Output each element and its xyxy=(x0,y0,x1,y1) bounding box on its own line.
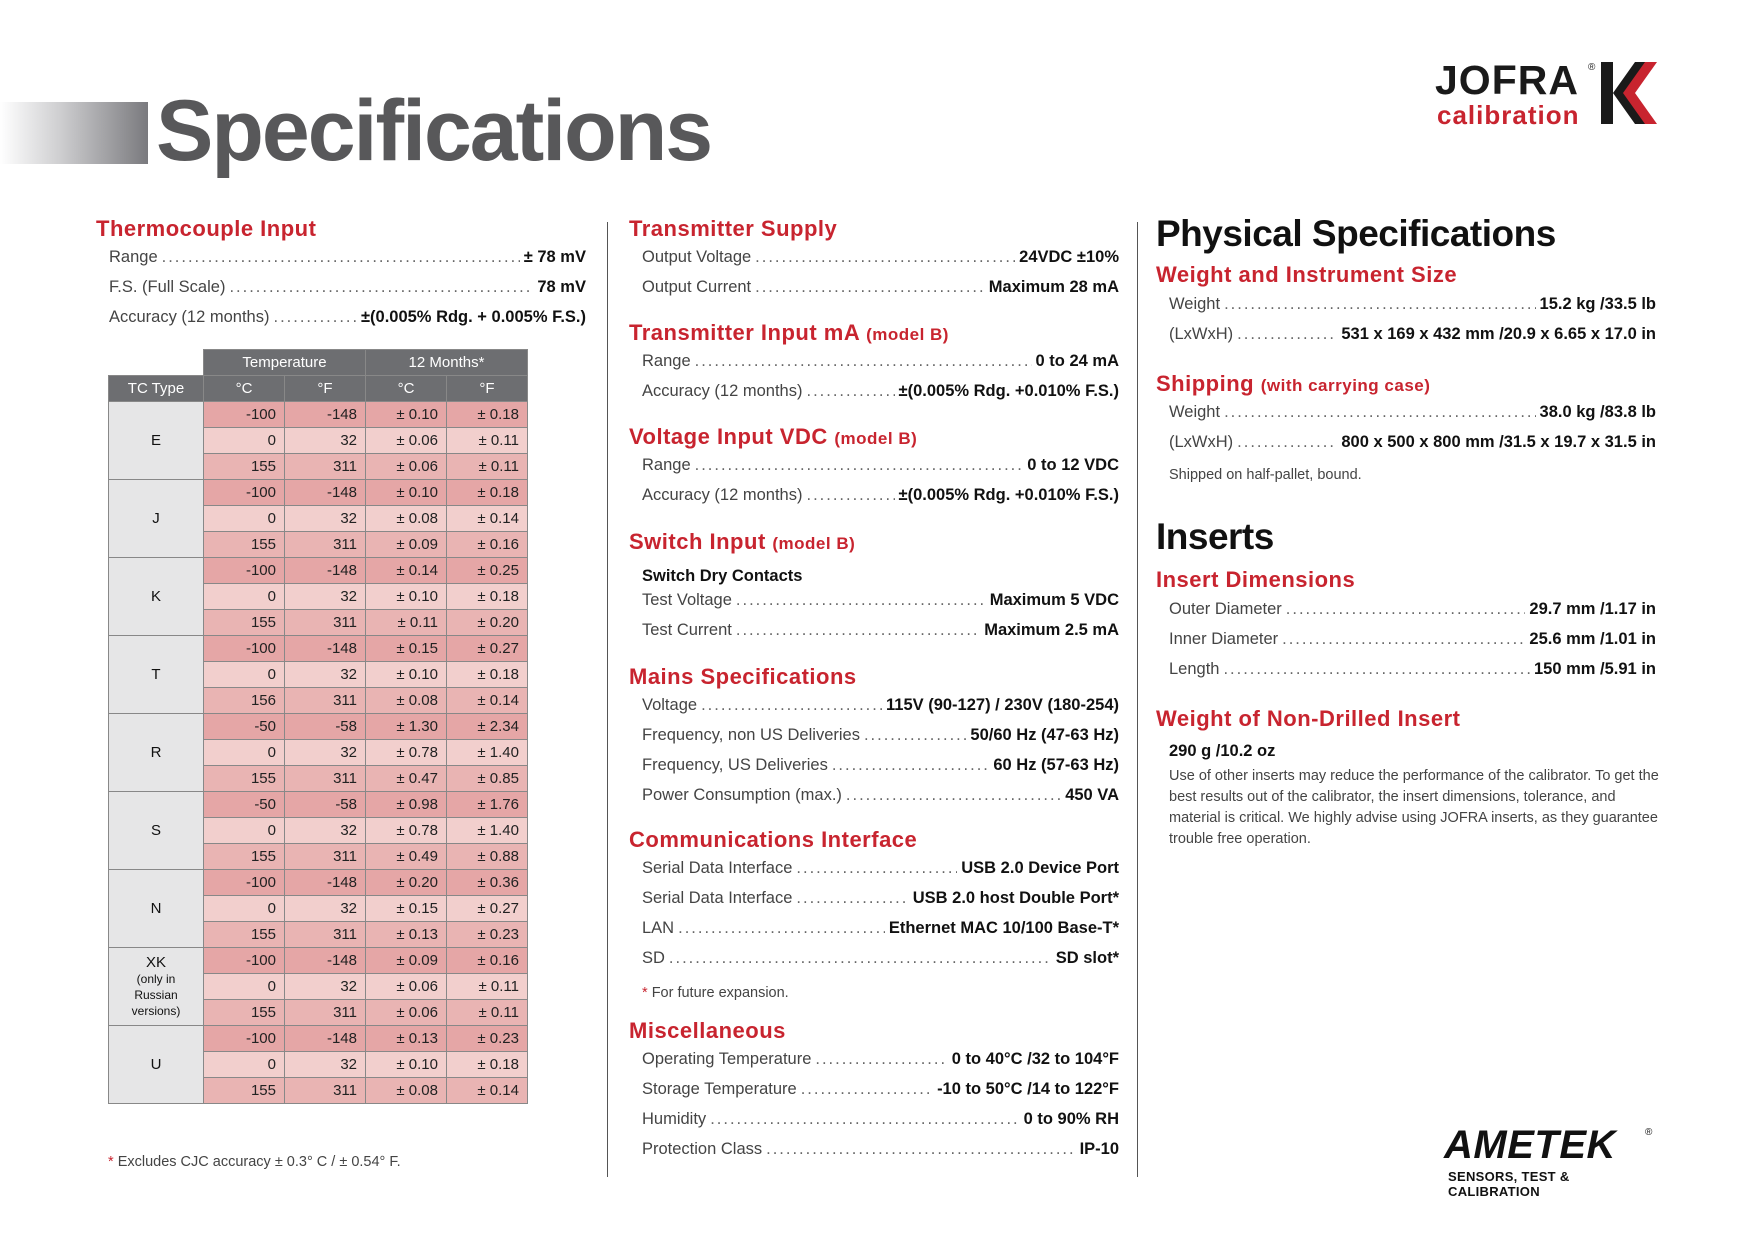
table-row xyxy=(109,714,528,740)
spec-row xyxy=(642,1080,1119,1110)
table-cell: -100 xyxy=(204,870,285,896)
tc-type-subtitle: (only in Russian versions) xyxy=(131,971,181,1019)
spec-label: Range xyxy=(642,456,691,475)
spec-label: Voltage xyxy=(642,696,698,715)
spec-label: Protection Class xyxy=(642,1140,763,1159)
table-cell: ± 0.18 xyxy=(447,402,528,428)
spec-row xyxy=(642,486,1119,516)
table-cell: ± 2.34 xyxy=(447,714,528,740)
ametek-tagline: SENSORS, TEST & CALIBRATION xyxy=(1448,1169,1570,1199)
table-cell: 155 xyxy=(204,922,285,948)
unit-header: °C xyxy=(204,376,285,402)
table-cell: ± 0.18 xyxy=(447,1052,528,1078)
table-cell: 32 xyxy=(285,428,366,454)
spec-label: (LxWxH) xyxy=(1169,433,1234,452)
table-cell: ± 0.23 xyxy=(447,1026,528,1052)
spec-row xyxy=(1169,295,1656,325)
spec-value: Ethernet MAC 10/100 Base-T* xyxy=(888,919,1119,938)
table-cell: -100 xyxy=(204,402,285,428)
table-cell: ± 0.06 xyxy=(366,428,447,454)
ametek-logo xyxy=(1420,1123,1665,1199)
spec-label: Range xyxy=(109,248,158,267)
table-cell: ± 0.11 xyxy=(366,610,447,636)
jofra-logo xyxy=(1425,57,1660,132)
table-cell: ± 1.76 xyxy=(447,792,528,818)
title-accent-bar xyxy=(0,102,148,164)
spec-value: 15.2 kg /33.5 lb xyxy=(1539,294,1656,313)
transmitter-input-heading: Transmitter Input mA xyxy=(629,320,860,345)
spec-row xyxy=(109,278,586,308)
table-cell: -100 xyxy=(204,948,285,974)
table-cell: -100 xyxy=(204,480,285,506)
table-cell: ± 0.10 xyxy=(366,662,447,688)
table-cell: ± 0.14 xyxy=(447,1078,528,1104)
table-footnote: * Excludes CJC accuracy ± 0.3° C / ± 0.54° F. xyxy=(108,1154,401,1170)
switch-dry-contacts: Switch Dry Contacts xyxy=(642,567,803,586)
shipping-heading: Shipping xyxy=(1156,370,1255,396)
table-cell: ± 0.15 xyxy=(366,636,447,662)
table-cell: ± 0.06 xyxy=(366,1000,447,1026)
table-cell: 155 xyxy=(204,454,285,480)
tc-type-cell: XK (only in Russian versions) xyxy=(109,948,204,1026)
table-cell: ± 0.06 xyxy=(366,454,447,480)
table-cell: -148 xyxy=(285,480,366,506)
spec-row xyxy=(1169,433,1656,463)
table-cell: -50 xyxy=(204,714,285,740)
table-cell: -148 xyxy=(285,948,366,974)
spec-label: Power Consumption (max.) xyxy=(642,786,842,805)
table-cell: 32 xyxy=(285,1052,366,1078)
jofra-calibration-text: calibration xyxy=(1437,100,1580,130)
table-cell: ± 0.06 xyxy=(366,974,447,1000)
table-cell: ± 0.11 xyxy=(447,1000,528,1026)
spec-value: 800 x 500 x 800 mm /31.5 x 19.7 x 31.5 in xyxy=(1341,433,1656,452)
table-cell: ± 0.16 xyxy=(447,948,528,974)
table-cell: 0 xyxy=(204,896,285,922)
tc-type-cell: S xyxy=(109,792,204,870)
table-cell: 32 xyxy=(285,740,366,766)
spec-row xyxy=(642,278,1119,308)
spec-label: Accuracy (12 months) xyxy=(109,308,270,327)
spec-value: Maximum 5 VDC xyxy=(989,591,1119,610)
spec-label: (LxWxH) xyxy=(1169,324,1234,343)
table-cell: 155 xyxy=(204,844,285,870)
table-cell: ± 0.18 xyxy=(447,662,528,688)
spec-row xyxy=(642,1050,1119,1080)
table-cell: 32 xyxy=(285,896,366,922)
table-cell: 0 xyxy=(204,662,285,688)
table-cell: ± 0.18 xyxy=(447,480,528,506)
table-cell: 311 xyxy=(285,454,366,480)
table-cell: ± 0.10 xyxy=(366,480,447,506)
tc-accuracy-table xyxy=(108,349,528,1104)
miscellaneous-heading: Miscellaneous xyxy=(629,1018,786,1043)
shipping-qualifier: (with carrying case) xyxy=(1260,375,1431,395)
weight-size-heading: Weight and Instrument Size xyxy=(1156,262,1458,288)
spec-label: Weight xyxy=(1169,403,1221,422)
tc-type-cell: K xyxy=(109,558,204,636)
table-cell: 155 xyxy=(204,1078,285,1104)
unit-header: °F xyxy=(447,376,528,402)
jofra-k-mark-icon xyxy=(1601,60,1659,126)
table-cell: 0 xyxy=(204,584,285,610)
spec-value: SD slot* xyxy=(1055,949,1119,968)
table-cell: 311 xyxy=(285,844,366,870)
table-cell: 0 xyxy=(204,428,285,454)
spec-value: ± 78 mV xyxy=(523,248,586,267)
non-drilled-heading: Weight of Non-Drilled Insert xyxy=(1156,705,1461,731)
spec-value: 531 x 169 x 432 mm /20.9 x 6.65 x 17.0 in xyxy=(1341,324,1656,343)
spec-value: ±(0.005% Rdg. +0.010% F.S.) xyxy=(898,486,1119,505)
tc-type-cell: J xyxy=(109,480,204,558)
spec-value: 115V (90-127) / 230V (180-254) xyxy=(886,696,1119,715)
spec-row xyxy=(642,949,1119,979)
communications-heading: Communications Interface xyxy=(629,827,918,852)
table-cell: ± 0.20 xyxy=(447,610,528,636)
spec-label: Length xyxy=(1169,659,1220,678)
table-row xyxy=(109,948,528,974)
jofra-wordmark: JOFRA xyxy=(1435,57,1579,103)
spec-value: ±(0.005% Rdg. + 0.005% F.S.) xyxy=(360,308,586,327)
table-cell: 32 xyxy=(285,506,366,532)
table-row xyxy=(109,402,528,428)
table-cell: ± 0.49 xyxy=(366,844,447,870)
tc-type-header: TC Type xyxy=(109,376,204,402)
table-cell: ± 0.20 xyxy=(366,870,447,896)
miscellaneous-section xyxy=(629,1018,1119,1170)
table-cell: -148 xyxy=(285,636,366,662)
spec-row xyxy=(642,382,1119,412)
table-cell: ± 0.23 xyxy=(447,922,528,948)
spec-label: F.S. (Full Scale) xyxy=(109,278,226,297)
spec-value: IP-10 xyxy=(1079,1140,1119,1159)
voltage-input-section xyxy=(629,424,1119,516)
table-cell: ± 1.40 xyxy=(447,740,528,766)
table-cell: -148 xyxy=(285,1026,366,1052)
spec-value: 0 to 90% RH xyxy=(1023,1110,1119,1129)
column-divider-1 xyxy=(607,222,608,1177)
table-cell: 0 xyxy=(204,506,285,532)
future-expansion-note: * For future expansion. xyxy=(642,985,789,1002)
table-row xyxy=(109,870,528,896)
unit-header: °F xyxy=(285,376,366,402)
mains-heading: Mains Specifications xyxy=(629,664,857,689)
footnote-text: Excludes CJC accuracy ± 0.3° C / ± 0.54° F. xyxy=(117,1154,401,1170)
spec-row xyxy=(642,696,1119,726)
spec-label: Accuracy (12 months) xyxy=(642,486,803,505)
table-cell: 32 xyxy=(285,818,366,844)
spec-label: Serial Data Interface xyxy=(642,859,793,878)
spec-value: 150 mm /5.91 in xyxy=(1534,659,1656,678)
insert-advisory-note: Use of other inserts may reduce the performance of the calibrator. To get the best results out of the calibrator, the insert dimensions, tolerance, and material is critical. We highly advise using JOFRA inserts, as they guarantee trouble free operation. xyxy=(1169,768,1659,848)
spec-row xyxy=(642,786,1119,816)
table-cell: ± 0.09 xyxy=(366,948,447,974)
table-cell: ± 0.16 xyxy=(447,532,528,558)
spec-row xyxy=(642,591,1119,621)
table-cell: ± 0.11 xyxy=(447,454,528,480)
table-cell: 311 xyxy=(285,610,366,636)
table-cell: 32 xyxy=(285,662,366,688)
table-cell: ± 0.10 xyxy=(366,584,447,610)
thermocouple-input-heading: Thermocouple Input xyxy=(96,216,317,241)
spec-value: 78 mV xyxy=(537,278,586,297)
transmitter-input-section xyxy=(629,320,1119,412)
inserts-section xyxy=(1156,515,1659,850)
table-cell: -148 xyxy=(285,558,366,584)
table-cell: ± 0.08 xyxy=(366,506,447,532)
table-cell: ± 0.11 xyxy=(447,428,528,454)
voltage-input-heading: Voltage Input VDC xyxy=(629,424,828,449)
transmitter-supply-heading: Transmitter Supply xyxy=(629,216,838,241)
table-cell: ± 0.88 xyxy=(447,844,528,870)
table-cell: -100 xyxy=(204,558,285,584)
spec-label: Range xyxy=(642,352,691,371)
table-cell: -58 xyxy=(285,792,366,818)
spec-row xyxy=(642,726,1119,756)
table-cell: ± 0.14 xyxy=(366,558,447,584)
spec-label: Outer Diameter xyxy=(1169,599,1282,618)
table-cell: -58 xyxy=(285,714,366,740)
spec-value: Maximum 2.5 mA xyxy=(984,621,1119,640)
jofra-registered: ® xyxy=(1588,62,1596,73)
table-cell: ± 0.15 xyxy=(366,896,447,922)
table-cell: 155 xyxy=(204,1000,285,1026)
table-cell: -50 xyxy=(204,792,285,818)
spec-value: 0 to 12 VDC xyxy=(1027,456,1119,475)
table-cell: 155 xyxy=(204,766,285,792)
table-cell: ± 0.13 xyxy=(366,922,447,948)
table-row xyxy=(109,1026,528,1052)
shipping-note: Shipped on half-pallet, bound. xyxy=(1169,467,1362,484)
spec-label: Storage Temperature xyxy=(642,1080,797,1099)
table-cell: ± 0.11 xyxy=(447,974,528,1000)
column-divider-2 xyxy=(1137,222,1138,1177)
inserts-title: Inserts xyxy=(1156,516,1274,557)
spec-row xyxy=(109,248,586,278)
unit-header: °C xyxy=(366,376,447,402)
table-cell: ± 0.27 xyxy=(447,896,528,922)
spec-row xyxy=(1169,660,1656,690)
spec-value: 25.6 mm /1.01 in xyxy=(1529,629,1656,648)
spec-label: Operating Temperature xyxy=(642,1050,812,1069)
page-title: Specifications xyxy=(156,83,712,179)
ametek-registered: ® xyxy=(1645,1127,1653,1138)
spec-label: SD xyxy=(642,949,665,968)
spec-row xyxy=(642,621,1119,651)
table-row xyxy=(109,480,528,506)
table-cell: ± 0.10 xyxy=(366,1052,447,1078)
table-cell: ± 0.98 xyxy=(366,792,447,818)
table-row xyxy=(109,636,528,662)
spec-label: Output Voltage xyxy=(642,248,752,267)
table-cell: ± 0.10 xyxy=(366,402,447,428)
spec-value: USB 2.0 host Double Port* xyxy=(912,889,1119,908)
table-cell: 311 xyxy=(285,532,366,558)
table-cell: 311 xyxy=(285,766,366,792)
table-cell: 155 xyxy=(204,610,285,636)
table-cell: ± 0.14 xyxy=(447,506,528,532)
switch-input-heading: Switch Input xyxy=(629,529,766,554)
non-drilled-weight: 290 g /10.2 oz xyxy=(1169,742,1276,761)
spec-label: Frequency, non US Deliveries xyxy=(642,726,860,745)
tc-type-cell: U xyxy=(109,1026,204,1104)
table-cell: 311 xyxy=(285,922,366,948)
model-qualifier: (model B) xyxy=(834,429,918,448)
spec-label: LAN xyxy=(642,919,675,938)
group-header-12-months: 12 Months* xyxy=(366,350,528,376)
model-qualifier: (model B) xyxy=(866,325,949,344)
table-row xyxy=(109,792,528,818)
mains-section xyxy=(629,664,1119,816)
table-cell: ± 0.27 xyxy=(447,636,528,662)
spec-value: 50/60 Hz (47-63 Hz) xyxy=(970,726,1119,745)
table-cell: ± 0.25 xyxy=(447,558,528,584)
switch-input-section xyxy=(629,529,1119,651)
spec-row xyxy=(642,352,1119,382)
ametek-wordmark: AMETEK xyxy=(1444,1123,1616,1167)
table-cell: ± 0.18 xyxy=(447,584,528,610)
spec-label: Serial Data Interface xyxy=(642,889,793,908)
tc-type-cell: T xyxy=(109,636,204,714)
model-qualifier: (model B) xyxy=(772,534,856,553)
spec-row xyxy=(1169,403,1656,433)
spec-row xyxy=(1169,600,1656,630)
tc-table-body xyxy=(109,402,528,1104)
group-header-temperature: Temperature xyxy=(204,350,366,376)
table-cell: ± 0.08 xyxy=(366,688,447,714)
insert-dimensions-heading: Insert Dimensions xyxy=(1156,567,1356,593)
table-cell: ± 0.36 xyxy=(447,870,528,896)
table-row xyxy=(109,558,528,584)
spec-value: 60 Hz (57-63 Hz) xyxy=(993,756,1119,775)
table-cell: -148 xyxy=(285,870,366,896)
table-cell: 311 xyxy=(285,688,366,714)
table-cell: 0 xyxy=(204,818,285,844)
table-cell: ± 0.47 xyxy=(366,766,447,792)
communications-section xyxy=(629,827,1119,1004)
tc-type-cell: R xyxy=(109,714,204,792)
spec-row xyxy=(109,308,586,338)
table-cell: 0 xyxy=(204,740,285,766)
table-cell: ± 0.09 xyxy=(366,532,447,558)
spec-row xyxy=(642,1110,1119,1140)
table-cell: 0 xyxy=(204,1052,285,1078)
spec-value: 0 to 40°C /32 to 104°F xyxy=(951,1050,1119,1069)
spec-label: Accuracy (12 months) xyxy=(642,382,803,401)
tc-type-cell: E xyxy=(109,402,204,480)
spec-value: USB 2.0 Device Port xyxy=(961,859,1119,878)
spec-row xyxy=(1169,630,1656,660)
spec-value: 450 VA xyxy=(1065,786,1119,805)
tc-type-cell: N xyxy=(109,870,204,948)
table-cell: ± 1.30 xyxy=(366,714,447,740)
spec-row xyxy=(1169,325,1656,355)
table-cell: -100 xyxy=(204,636,285,662)
table-cell: ± 0.08 xyxy=(366,1078,447,1104)
spec-value: 38.0 kg /83.8 lb xyxy=(1539,403,1656,422)
physical-specifications-title: Physical Specifications xyxy=(1156,213,1556,254)
spec-value: 0 to 24 mA xyxy=(1035,352,1119,371)
physical-specifications-section xyxy=(1156,212,1656,486)
table-cell: 32 xyxy=(285,584,366,610)
table-cell: ± 0.78 xyxy=(366,818,447,844)
spec-label: Test Voltage xyxy=(642,591,732,610)
spec-value: 29.7 mm /1.17 in xyxy=(1529,599,1656,618)
spec-label: Output Current xyxy=(642,278,752,297)
spec-value: 24VDC ±10% xyxy=(1019,248,1119,267)
table-cell: 155 xyxy=(204,532,285,558)
spec-value: ±(0.005% Rdg. +0.010% F.S.) xyxy=(898,382,1119,401)
spec-label: Weight xyxy=(1169,294,1221,313)
spec-row xyxy=(642,1140,1119,1170)
spec-row xyxy=(642,919,1119,949)
table-cell: 311 xyxy=(285,1000,366,1026)
spec-row xyxy=(642,248,1119,278)
table-cell: 32 xyxy=(285,974,366,1000)
tc-accuracy-table-wrapper xyxy=(108,349,528,1104)
spec-label: Inner Diameter xyxy=(1169,629,1279,648)
table-cell: ± 0.78 xyxy=(366,740,447,766)
table-cell: 311 xyxy=(285,1078,366,1104)
table-cell: -148 xyxy=(285,402,366,428)
table-cell: 156 xyxy=(204,688,285,714)
table-cell: ± 0.13 xyxy=(366,1026,447,1052)
thermocouple-input-section xyxy=(96,216,586,338)
spec-label: Test Current xyxy=(642,621,732,640)
table-cell: 0 xyxy=(204,974,285,1000)
spec-row xyxy=(642,859,1119,889)
spec-value: Maximum 28 mA xyxy=(988,278,1119,297)
table-cell: ± 0.85 xyxy=(447,766,528,792)
spec-label: Frequency, US Deliveries xyxy=(642,756,828,775)
transmitter-supply-section xyxy=(629,216,1119,308)
spec-row xyxy=(642,889,1119,919)
spec-row xyxy=(642,456,1119,486)
table-cell: ± 0.14 xyxy=(447,688,528,714)
spec-value: -10 to 50°C /14 to 122°F xyxy=(937,1080,1119,1099)
spec-row xyxy=(642,756,1119,786)
table-cell: -100 xyxy=(204,1026,285,1052)
table-cell: ± 1.40 xyxy=(447,818,528,844)
spec-label: Humidity xyxy=(642,1110,707,1129)
